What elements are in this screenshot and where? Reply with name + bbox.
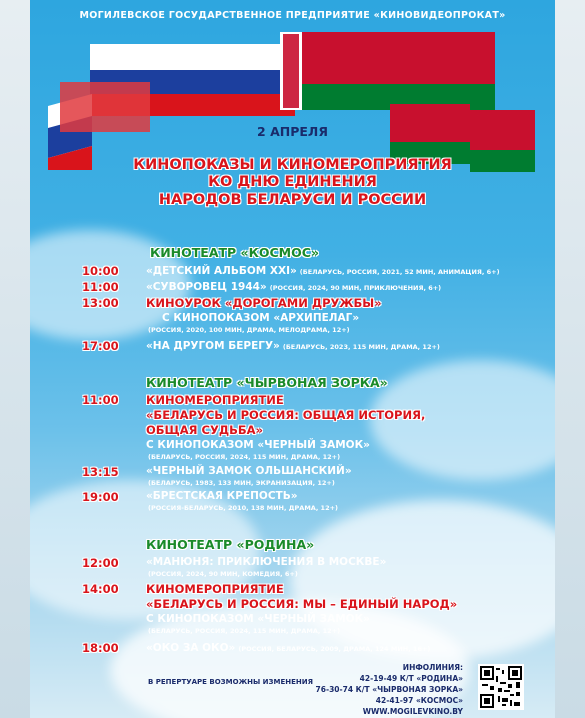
kosmos-event-2: [146, 281, 441, 293]
right-margin: [555, 0, 585, 718]
rodina-event-2-label: КИНОМЕРОПРИЯТИЕ: [146, 582, 284, 596]
kosmos-event-4: [146, 340, 440, 352]
zorka-time-1: 11:00: [82, 393, 119, 407]
headline-line-2: КО ДНЮ ЕДИНЕНИЯ: [208, 174, 377, 190]
zorka-event-1-label: КИНОМЕРОПРИЯТИЕ: [146, 393, 284, 407]
flag-ribbons: [30, 24, 555, 174]
zorka-event-2-meta: (БЕЛАРУСЬ, 1983, 133 МИН, ЭКРАНИЗАЦИЯ, 12+): [148, 479, 335, 487]
belarus-flag-ribbon: [280, 32, 535, 172]
rodina-time-2: 14:00: [82, 582, 119, 596]
zorka-event-1-meta: (БЕЛАРУСЬ, РОССИЯ, 2024, 115 МИН, ДРАМА, 12+): [148, 453, 341, 461]
kosmos-event-1: [146, 265, 500, 277]
zorka-event-3-meta: (РОССИЯ-БЕЛАРУСЬ, 2010, 138 МИН, ДРАМА, 12+): [148, 504, 339, 512]
zorka-event-3-title: «БРЕСТСКАЯ КРЕПОСТЬ»: [146, 490, 298, 502]
event-meta: (БЕЛАРУСЬ, 2023, 115 МИН, ДРАМА, 12+): [282, 343, 440, 351]
phone-rodina: 42-19-49 К/Т «РОДИНА»: [359, 674, 463, 683]
rodina-time-3: 18:00: [82, 641, 119, 655]
cinema-kosmos-title: КИНОТЕАТР «КОСМОС»: [150, 245, 319, 260]
rodina-event-1-meta: (РОССИЯ, 2024, 90 МИН, КОМЕДИЯ, 6+): [148, 570, 298, 578]
rodina-event-2-title: «БЕЛАРУСЬ И РОССИЯ: МЫ – ЕДИНЫЙ НАРОД»: [146, 597, 458, 611]
kosmos-time-4: 17:00: [82, 339, 119, 353]
event-meta: (РОССИЯ, 2024, 90 МИН, ПРИКЛЮЧЕНИЯ, 6+): [269, 284, 442, 292]
event-title: «НА ДРУГОМ БЕРЕГУ»: [146, 340, 280, 352]
kosmos-time-1: 10:00: [82, 264, 119, 278]
rodina-event-2-meta: (БЕЛАРУСЬ, РОССИЯ, 2024, 115 МИН, ДРАМА, 12+): [148, 627, 341, 635]
kosmos-time-2: 11:00: [82, 280, 119, 294]
rodina-event-2-sub: С КИНОПОКАЗОМ «ЧЕРНЫЙ ЗАМОК»: [146, 613, 370, 625]
event-meta: (БЕЛАРУСЬ, РОССИЯ, 2021, 52 МИН, АНИМАЦИЯ, 6+): [299, 268, 500, 276]
headline-line-1: КИНОПОКАЗЫ И КИНОМЕРОПРИЯТИЯ: [133, 157, 452, 173]
zorka-event-1-sub: С КИНОПОКАЗОМ «ЧЕРНЫЙ ЗАМОК»: [146, 439, 370, 451]
poster: [30, 0, 555, 718]
organization-name: МОГИЛЕВСКОЕ ГОСУДАРСТВЕННОЕ ПРЕДПРИЯТИЕ «КИНОВИДЕОПРОКАТ»: [79, 10, 506, 21]
cinema-zorka-title: КИНОТЕАТР «ЧЫРВОНАЯ ЗОРКА»: [146, 375, 388, 390]
qr-code-icon[interactable]: [478, 664, 524, 710]
website-link[interactable]: WWW.MOGILEVKINO.BY: [362, 707, 463, 716]
rodina-event-3: [146, 642, 430, 654]
headline-line-3: НАРОДОВ БЕЛАРУСИ И РОССИИ: [158, 192, 427, 208]
rodina-event-1-title: «МАНЮНЯ: ПРИКЛЮЧЕНИЯ В МОСКВЕ»: [146, 556, 387, 568]
repertoire-note: В РЕПЕРТУАРЕ ВОЗМОЖНЫ ИЗМЕНЕНИЯ: [148, 678, 314, 686]
rodina-time-1: 12:00: [82, 556, 119, 570]
phone-kosmos: 42-41-97 «КОСМОС»: [375, 696, 463, 705]
left-margin: [0, 0, 30, 718]
russian-flag-ribbon: [48, 44, 295, 170]
infoline: [316, 662, 463, 717]
zorka-time-3: 19:00: [82, 490, 119, 504]
phone-zorka: 76-30-74 К/Т «ЧЫРВОНАЯ ЗОРКА»: [315, 685, 463, 694]
infoline-title: ИНФОЛИНИЯ:: [402, 663, 463, 672]
kosmos-time-3: 13:00: [82, 296, 119, 310]
kosmos-event-3-meta: (РОССИЯ, 2020, 100 МИН, ДРАМА, МЕЛОДРАМА, 12+): [148, 326, 350, 334]
event-title: «ДЕТСКИЙ АЛЬБОМ XXI»: [146, 265, 297, 277]
kosmos-event-3-sub: С КИНОПОКАЗОМ «АРХИПЕЛАГ»: [162, 312, 360, 324]
cinema-rodina-title: КИНОТЕАТР «РОДИНА»: [146, 537, 315, 552]
kosmos-event-3-title: КИНОУРОК «ДОРОГАМИ ДРУЖБЫ»: [146, 296, 382, 310]
zorka-event-2-title: «ЧЕРНЫЙ ЗАМОК ОЛЬШАНСКИЙ»: [146, 465, 352, 477]
event-title: «СУВОРОВЕЦ 1944»: [146, 281, 267, 293]
zorka-event-1-title-a: «БЕЛАРУСЬ И РОССИЯ: ОБЩАЯ ИСТОРИЯ,: [146, 408, 426, 422]
zorka-time-2: 13:15: [82, 465, 119, 479]
event-title: «ОКО ЗА ОКО»: [146, 642, 236, 654]
zorka-event-1-title-b: ОБЩАЯ СУДЬБА»: [146, 423, 263, 437]
event-date: 2 АПРЕЛЯ: [257, 124, 328, 139]
event-meta: (РОССИЯ, БЕЛАРУСЬ, 2009, ДРАМА, 124 МИН, 16+): [238, 645, 431, 653]
